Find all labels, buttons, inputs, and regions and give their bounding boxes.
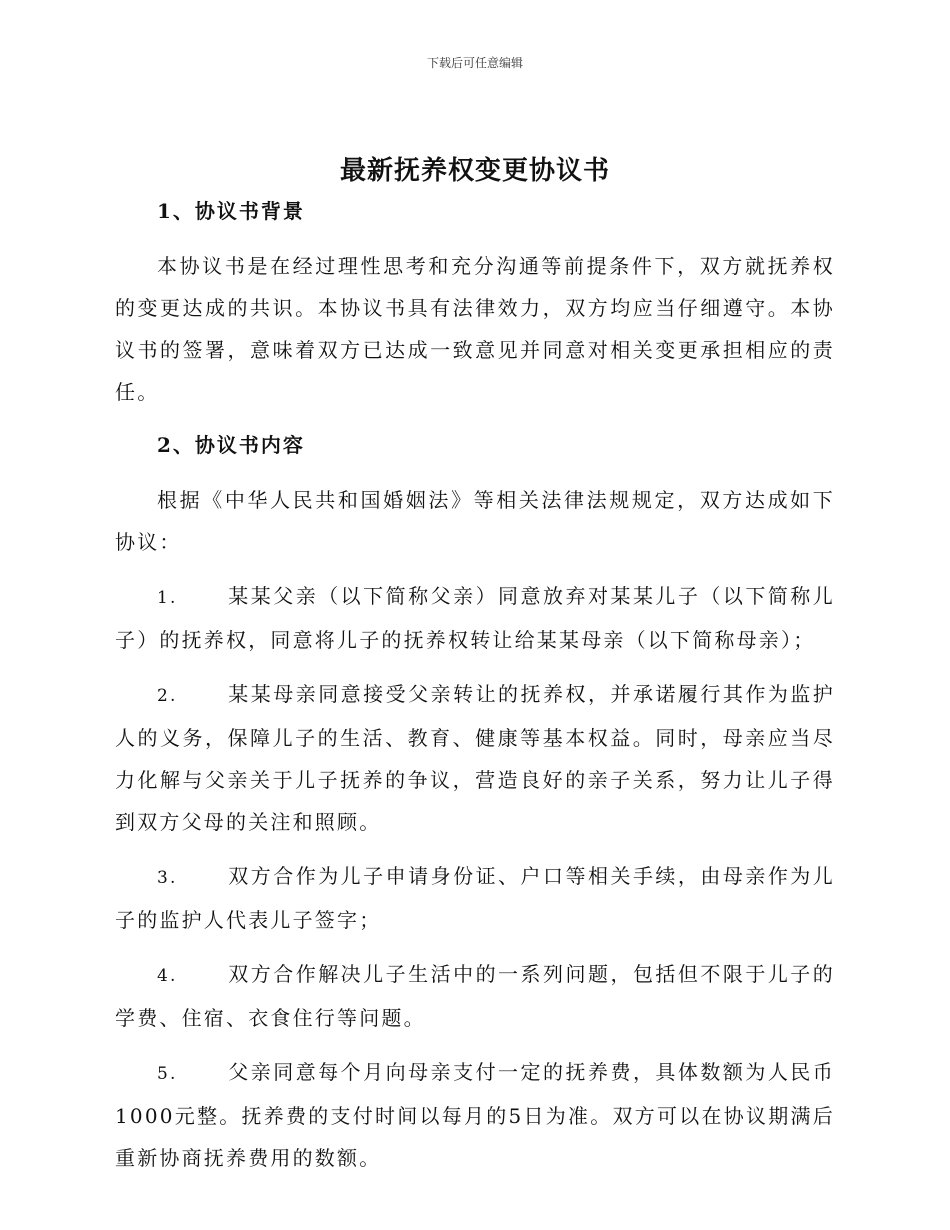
list-item (115, 1051, 835, 1179)
list-item-text: 某某父亲（以下简称父亲）同意放弃对某某儿子（以下简称儿子）的抚养权，同意将儿子的抚养权转让给某某母亲（以下简称母亲）； (115, 584, 835, 652)
document-body (115, 195, 835, 1191)
list-item-number: 3. (157, 868, 178, 888)
list-item-number: 5. (157, 1064, 178, 1084)
list-item-text: 父亲同意每个月向母亲支付一定的抚养费，具体数额为人民币1000元整。抚养费的支付时间以每月的5日为准。双方可以在协议期满后重新协商抚养费用的数额。 (115, 1060, 835, 1170)
list-item-number: 2. (157, 686, 178, 706)
section-heading-background: 1、协议书背景 (157, 199, 305, 223)
list-item (115, 673, 835, 843)
list-item-number: 1. (157, 588, 178, 608)
background-paragraph: 本协议书是在经过理性思考和充分沟通等前提条件下，双方就抚养权的变更达成的共识。本协议书具有法律效力，双方均应当仔细遵守。本协议书的签署，意味着双方已达成一致意见并同意对相关变更承担相应的责任。 (115, 254, 835, 404)
list-item-text: 双方合作为儿子申请身份证、户口等相关手续，由母亲作为儿子的监护人代表儿子签字； (115, 864, 835, 932)
section-heading-content: 2、协议书内容 (157, 433, 305, 457)
list-item (115, 953, 835, 1039)
document-title: 最新抚养权变更协议书 (339, 156, 610, 186)
list-item (115, 575, 835, 661)
list-item-number: 4. (157, 966, 178, 986)
list-item-text: 双方合作解决儿子生活中的一系列问题，包括但不限于儿子的学费、住宿、衣食住行等问题。 (115, 962, 835, 1030)
list-item (115, 855, 835, 941)
header-note: 下载后可任意编辑 (426, 56, 523, 70)
list-item-text: 某某母亲同意接受父亲转让的抚养权，并承诺履行其作为监护人的义务，保障儿子的生活、教育、健康等基本权益。同时，母亲应当尽力化解与父亲关于儿子抚养的争议，营造良好的亲子关系，努力让儿子得到双方父母的关注和照顾。 (115, 682, 835, 834)
content-intro-paragraph: 根据《中华人民共和国婚姻法》等相关法律法规规定，双方达成如下协议： (115, 488, 835, 554)
